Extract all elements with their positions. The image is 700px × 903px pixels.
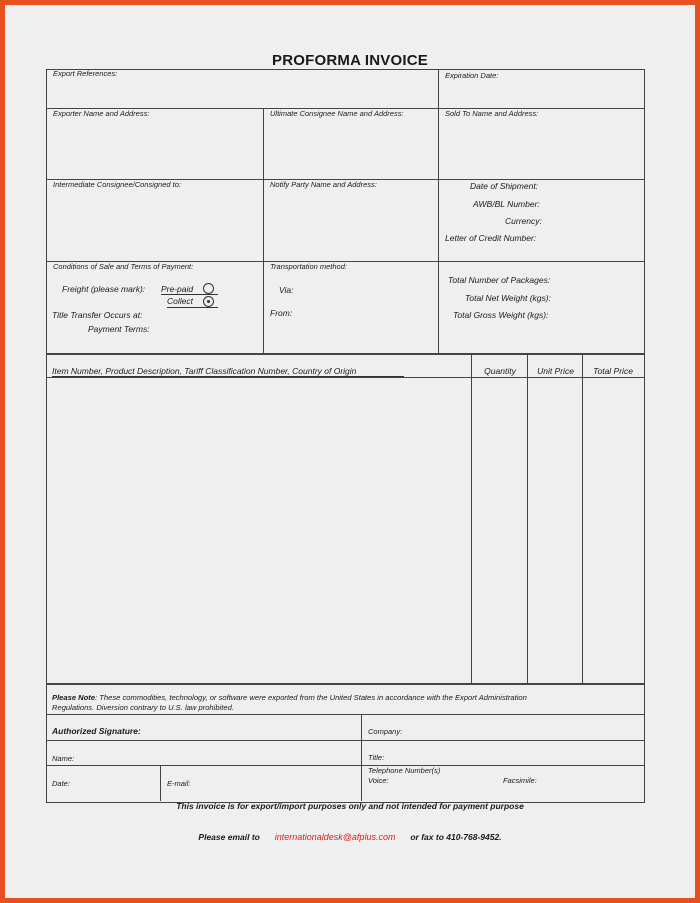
items-column-total-price: Total Price [593, 366, 633, 376]
notify-party-label: Notify Party Name and Address: [270, 180, 377, 189]
awb-bl-label: AWB/BL Number: [473, 199, 540, 209]
ultimate-consignee-field[interactable] [264, 119, 437, 178]
via-field[interactable] [300, 285, 436, 297]
awb-bl-field[interactable] [550, 199, 642, 211]
title-field[interactable] [393, 742, 642, 764]
payment-terms-field[interactable] [157, 324, 261, 336]
facsimile-field[interactable] [545, 775, 642, 795]
export-references-label: Export References: [53, 69, 118, 78]
intermediate-consignee-field[interactable] [47, 190, 262, 260]
items-column-quantity: Quantity [484, 366, 516, 376]
date-of-shipment-field[interactable] [550, 181, 642, 193]
total-packages-field[interactable] [565, 275, 642, 287]
items-unit-price-area[interactable] [528, 378, 581, 682]
company-label: Company: [368, 727, 403, 736]
sold-to-field[interactable] [439, 119, 642, 178]
gross-weight-label: Total Gross Weight (kgs): [453, 310, 549, 320]
net-weight-label: Total Net Weight (kgs): [465, 293, 551, 303]
contact-line [5, 827, 695, 845]
items-description-area[interactable] [47, 378, 470, 682]
conditions-label: Conditions of Sale and Terms of Payment: [53, 262, 194, 271]
invoice-page [5, 5, 695, 898]
items-total-price-area[interactable] [583, 378, 642, 682]
note-text: : These commodities, technology, or software were exported from the United States in accordance with the Export Administration [95, 693, 527, 702]
title-transfer-label: Title Transfer Occurs at: [52, 310, 143, 320]
date-field[interactable] [75, 767, 159, 800]
exporter-label: Exporter Name and Address: [53, 109, 150, 118]
email-label: E-mail: [167, 779, 191, 788]
fax-text: or fax to 410-768-9452. [410, 832, 502, 842]
from-label: From: [270, 308, 293, 318]
telephone-label: Telephone Number(s) [368, 766, 441, 775]
payment-terms-label: Payment Terms: [88, 324, 150, 334]
contact-email-link[interactable]: internationaldesk@afplus.com [274, 832, 396, 842]
voice-field[interactable] [393, 775, 498, 795]
email-field[interactable] [197, 767, 359, 800]
notify-party-field[interactable] [264, 190, 437, 260]
voice-label: Voice: [368, 776, 389, 785]
email-prefix: Please email to [198, 832, 260, 842]
facsimile-label: Facsimile: [503, 776, 537, 785]
expiration-date-label: Expiration Date: [445, 71, 499, 80]
items-quantity-area[interactable] [472, 378, 526, 682]
transportation-label: Transportation method: [270, 262, 347, 271]
intermediate-consignee-label: Intermediate Consignee/Consigned to: [53, 180, 181, 189]
date-of-shipment-label: Date of Shipment: [470, 181, 539, 191]
prepaid-label: Pre-paid [161, 284, 194, 294]
via-label: Via: [279, 285, 294, 295]
items-column-description: Item Number, Product Description, Tariff Classification Number, Country of Origin [52, 366, 357, 376]
letter-of-credit-field[interactable] [550, 233, 642, 245]
gross-weight-field[interactable] [565, 310, 642, 322]
date-label: Date: [52, 779, 70, 788]
authorized-signature-field[interactable] [155, 716, 359, 739]
note-label: Please Note [52, 693, 96, 702]
currency-field[interactable] [550, 216, 642, 228]
letter-of-credit-label: Letter of Credit Number: [445, 233, 537, 243]
exporter-field[interactable] [47, 119, 262, 178]
total-packages-label: Total Number of Packages: [448, 275, 551, 285]
disclaimer-text: This invoice is for export/import purposes only and not intended for payment purpose [176, 801, 524, 811]
collect-radio[interactable] [203, 296, 214, 307]
export-references-field[interactable] [47, 79, 437, 107]
name-field[interactable] [80, 742, 359, 764]
prepaid-radio[interactable] [203, 283, 214, 294]
selected-dot-icon [207, 300, 210, 303]
freight-label: Freight (please mark): [62, 284, 146, 294]
sold-to-label: Sold To Name and Address: [445, 109, 539, 118]
currency-label: Currency: [505, 216, 542, 226]
authorized-signature-label: Authorized Signature: [52, 726, 141, 736]
items-column-unit-price: Unit Price [537, 366, 574, 376]
company-field[interactable] [410, 716, 642, 739]
title-transfer-field[interactable] [157, 310, 261, 322]
page-title: PROFORMA INVOICE [272, 52, 428, 69]
net-weight-field[interactable] [565, 293, 642, 305]
ultimate-consignee-label: Ultimate Consignee Name and Address: [270, 109, 404, 118]
collect-label: Collect [167, 296, 193, 306]
title-label: Title: [368, 753, 385, 762]
export-note [52, 693, 637, 713]
expiration-date-field[interactable] [439, 81, 642, 107]
note-text-line2: Regulations. Diversion contrary to U.S. law prohibited. [52, 703, 234, 712]
name-label: Name: [52, 754, 75, 763]
from-field[interactable] [300, 308, 436, 320]
